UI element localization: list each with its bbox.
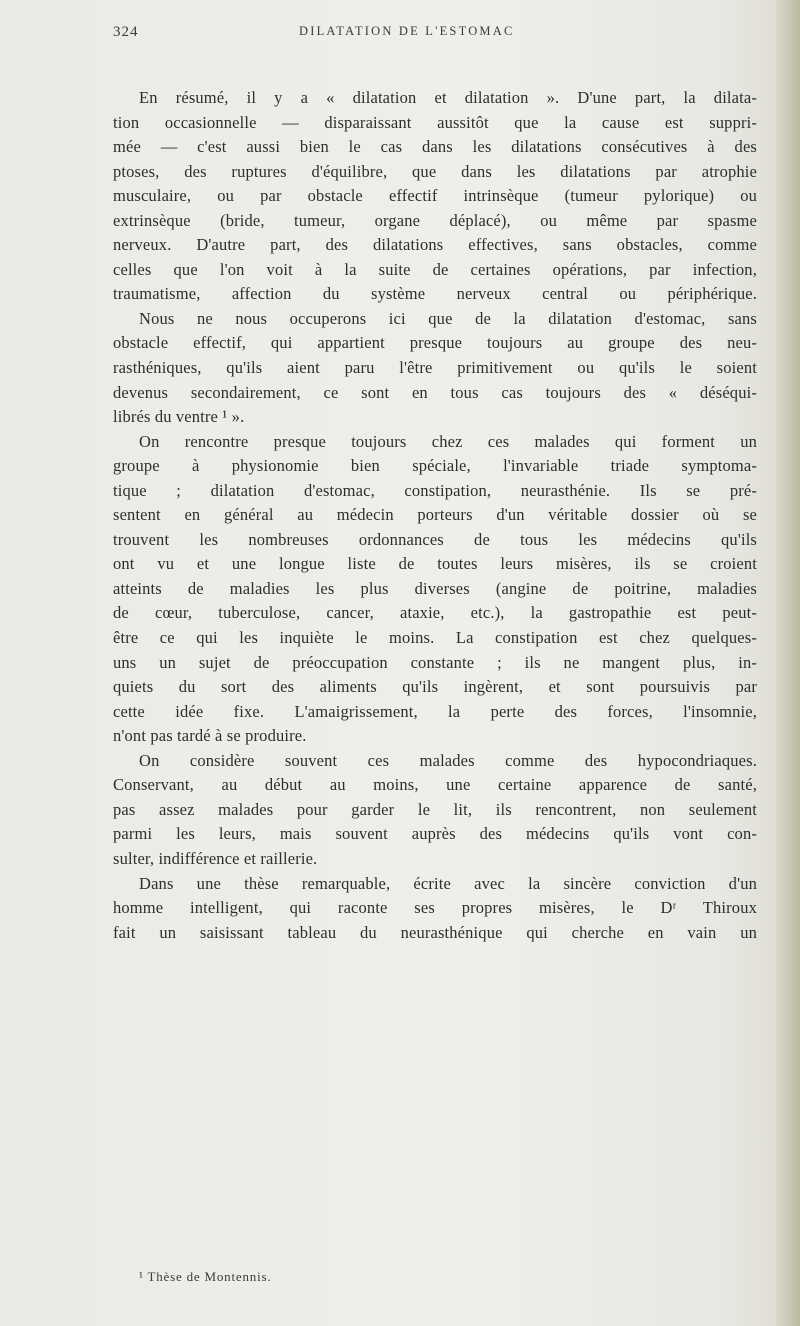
text-line: extrinsèque (bride, tumeur, organe déplacé), ou même par spasme	[113, 210, 757, 230]
text-line: En résumé, il y a « dilatation et dilatation ». D'une part, la dilata-	[139, 88, 757, 107]
text-line: être ce qui les inquiète le moins. La constipation est chez quelques-	[113, 628, 757, 648]
running-head: DILATATION DE L'ESTOMAC	[299, 24, 515, 38]
text-line: ptoses, des ruptures d'équilibre, que dans les dilatations par atrophie	[113, 161, 757, 181]
text-line: tion occasionnelle — disparaissant aussitôt que la cause est suppri-	[113, 112, 757, 132]
text-line: librés du ventre ¹ ».	[113, 407, 245, 427]
text-line: n'ont pas tardé à se produire.	[113, 726, 307, 746]
text-line: de cœur, tuberculose, cancer, ataxie, etc.), la gastropathie est peut-	[113, 603, 757, 623]
text-line: homme intelligent, qui raconte ses propres misères, le Dʳ Thiroux	[113, 898, 757, 918]
page-number: 324	[113, 24, 139, 40]
text-line: celles que l'on voit à la suite de certaines opérations, par infection,	[113, 259, 757, 279]
text-line: On rencontre presque toujours chez ces malades qui forment un	[139, 431, 757, 451]
text-line: obstacle effectif, qui appartient presque toujours au groupe des neu-	[113, 333, 757, 353]
text-line: mée — c'est aussi bien le cas dans les dilatations consécutives à des	[113, 137, 757, 157]
footnote: ¹ Thèse de Montennis.	[139, 1269, 272, 1284]
text-line: parmi les leurs, mais souvent auprès des médecins qu'ils vont con-	[113, 824, 757, 844]
body-text	[113, 86, 757, 945]
page-edge-shadow	[776, 0, 800, 1326]
text-line: sentent en général au médecin porteurs d'un véritable dossier où se	[113, 505, 757, 525]
text-line: traumatisme, affection du système nerveux central ou périphérique.	[113, 284, 757, 304]
text-line: On considère souvent ces malades comme des hypocondriaques.	[139, 750, 757, 770]
text-line: trouvent les nombreuses ordonnances de tous les médecins qu'ils	[113, 529, 757, 549]
text-line: tique ; dilatation d'estomac, constipation, neurasthénie. Ils se pré-	[113, 480, 757, 500]
text-line: Conservant, au début au moins, une certaine apparence de santé,	[113, 775, 757, 795]
text-line: ont vu et une longue liste de toutes leurs misères, ils se croient	[113, 554, 757, 574]
text-line: musculaire, ou par obstacle effectif intrinsèque (tumeur pylorique) ou	[113, 186, 757, 206]
text-line: sulter, indifférence et raillerie.	[113, 848, 318, 868]
text-line: uns un sujet de préoccupation constante ; ils ne mangent plus, in-	[113, 652, 757, 672]
text-line: pas assez malades pour garder le lit, ils rencontrent, non seulement	[113, 799, 757, 819]
text-line: fait un saisissant tableau du neurasthénique qui cherche en vain un	[113, 922, 757, 942]
text-line: Nous ne nous occuperons ici que de la dilatation d'estomac, sans	[139, 308, 757, 328]
text-line: quiets du sort des aliments qu'ils ingèrent, et sont poursuivis par	[113, 677, 757, 697]
text-line: Dans une thèse remarquable, écrite avec la sincère conviction d'un	[139, 873, 757, 893]
page-header	[0, 24, 800, 44]
text-line: cette idée fixe. L'amaigrissement, la perte des forces, l'insomnie,	[113, 701, 757, 721]
text-line: nerveux. D'autre part, des dilatations effectives, sans obstacles, comme	[113, 235, 757, 255]
text-line: devenus secondairement, ce sont en tous cas toujours des « déséqui-	[113, 382, 757, 402]
text-line: groupe à physionomie bien spéciale, l'invariable triade symptoma-	[113, 456, 757, 476]
text-line: rasthéniques, qu'ils aient paru l'être primitivement ou qu'ils le soient	[113, 358, 757, 378]
text-line: atteints de maladies les plus diverses (angine de poitrine, maladies	[113, 578, 757, 598]
